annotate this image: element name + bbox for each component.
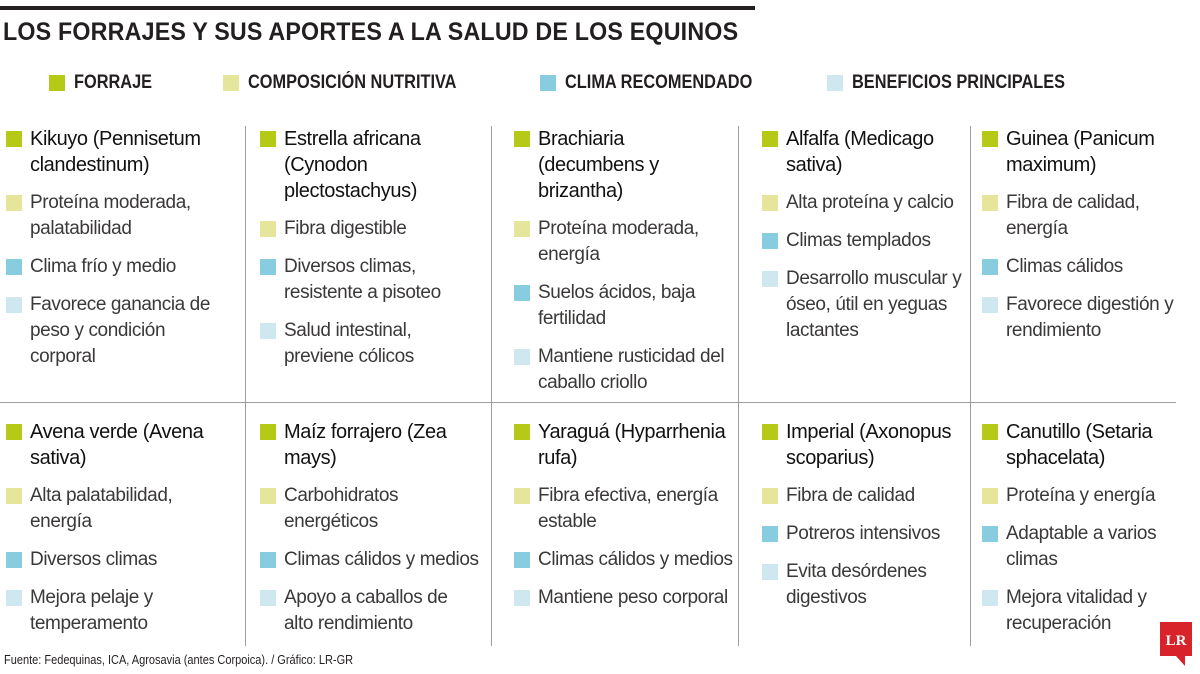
benefit-text: Salud intestinal, previene cólicos: [284, 320, 414, 367]
benefit-text: Evita desórdenes digestivos: [786, 561, 927, 608]
forage-name: Maíz forrajero (Zea mays): [284, 421, 447, 469]
forage-card: [762, 419, 982, 623]
forage-name: Brachiaria (decumbens y brizantha): [538, 128, 659, 202]
climate-swatch: [982, 259, 998, 275]
composition-row: [514, 216, 734, 268]
composition-text: Fibra efectiva, energía estable: [538, 485, 718, 532]
forage-name: Avena verde (Avena sativa): [30, 421, 204, 469]
benefit-text: Desarrollo muscular y óseo, útil en yeguas lactantes: [786, 268, 962, 341]
forage-card: [982, 419, 1194, 649]
composition-row: [6, 190, 226, 242]
composition-text: Proteína moderada, energía: [538, 218, 699, 265]
legend-label-composicion: COMPOSICIÓN NUTRITIVA: [248, 72, 457, 93]
page-title: LOS FORRAJES Y SUS APORTES A LA SALUD DE LOS EQUINOS: [3, 18, 739, 46]
benefit-row: [6, 292, 226, 370]
forage-swatch: [982, 424, 998, 440]
logo-text: LR: [1165, 633, 1187, 649]
climate-row: [6, 254, 226, 280]
forage-swatch: [260, 131, 276, 147]
climate-row: [982, 521, 1194, 573]
benefit-row: [514, 585, 734, 611]
forage-name-row: [260, 126, 480, 204]
forage-card: [982, 126, 1194, 356]
legend-swatch-forraje: [49, 75, 65, 91]
composition-text: Fibra digestible: [284, 218, 407, 239]
forage-swatch: [762, 424, 778, 440]
climate-row: [514, 547, 734, 573]
composition-swatch: [260, 488, 276, 504]
composition-row: [762, 483, 982, 509]
benefit-row: [260, 585, 480, 637]
composition-row: [982, 483, 1194, 509]
legend-item-composicion: [223, 72, 490, 94]
title-rule: [0, 6, 755, 10]
climate-swatch: [260, 552, 276, 568]
benefit-row: [762, 266, 982, 344]
forage-swatch: [762, 131, 778, 147]
composition-text: Fibra de calidad, energía: [1006, 192, 1140, 239]
legend-swatch-beneficios: [827, 75, 843, 91]
climate-text: Climas cálidos: [1006, 256, 1123, 277]
forage-name-row: [6, 126, 226, 178]
lr-logo: [1160, 622, 1192, 666]
climate-row: [982, 254, 1194, 280]
climate-swatch: [762, 233, 778, 249]
legend-item-clima: [540, 72, 783, 94]
benefit-swatch: [6, 297, 22, 313]
composition-row: [6, 483, 226, 535]
climate-swatch: [514, 552, 530, 568]
column-divider: [738, 126, 739, 646]
forage-name-row: [982, 126, 1194, 178]
composition-text: Proteína moderada, palatabilidad: [30, 192, 191, 239]
benefit-row: [260, 318, 480, 370]
climate-row: [514, 280, 734, 332]
forage-swatch: [514, 424, 530, 440]
forage-name: Estrella africana (Cynodon plectostachyus): [284, 128, 421, 202]
climate-text: Diversos climas: [30, 549, 158, 570]
benefit-swatch: [514, 590, 530, 606]
legend-swatch-composicion: [223, 75, 239, 91]
forage-swatch: [6, 131, 22, 147]
benefit-text: Mejora vitalidad y recuperación: [1006, 587, 1147, 634]
climate-text: Climas cálidos y medios: [284, 549, 479, 570]
composition-swatch: [6, 195, 22, 211]
climate-row: [762, 228, 982, 254]
benefit-text: Mantiene peso corporal: [538, 587, 728, 608]
composition-row: [260, 216, 480, 242]
benefit-swatch: [514, 349, 530, 365]
composition-swatch: [762, 488, 778, 504]
climate-row: [260, 547, 480, 573]
composition-text: Fibra de calidad: [786, 485, 915, 506]
benefit-swatch: [260, 590, 276, 606]
composition-swatch: [982, 195, 998, 211]
forage-swatch: [982, 131, 998, 147]
forage-name-row: [260, 419, 480, 471]
forage-card: [514, 419, 734, 623]
climate-swatch: [514, 285, 530, 301]
forage-card: [762, 126, 982, 356]
legend-item-forraje: [49, 72, 165, 94]
benefit-swatch: [6, 590, 22, 606]
benefit-text: Mantiene rusticidad del caballo criollo: [538, 346, 725, 393]
climate-text: Climas cálidos y medios: [538, 549, 733, 570]
benefit-text: Favorece digestión y rendimiento: [1006, 294, 1174, 341]
forage-name-row: [762, 419, 982, 471]
benefit-swatch: [762, 271, 778, 287]
climate-swatch: [6, 552, 22, 568]
composition-row: [260, 483, 480, 535]
composition-swatch: [514, 221, 530, 237]
composition-row: [762, 190, 982, 216]
climate-text: Suelos ácidos, baja fertilidad: [538, 282, 696, 329]
forage-card: [514, 126, 734, 408]
benefit-swatch: [260, 323, 276, 339]
benefit-row: [982, 292, 1194, 344]
climate-text: Climas templados: [786, 230, 931, 251]
climate-swatch: [762, 526, 778, 542]
column-divider: [491, 126, 492, 646]
forage-name: Alfalfa (Medicago sativa): [786, 128, 934, 176]
benefit-swatch: [762, 564, 778, 580]
benefit-text: Apoyo a caballos de alto rendimiento: [284, 587, 448, 634]
forage-swatch: [514, 131, 530, 147]
benefit-swatch: [982, 297, 998, 313]
climate-swatch: [6, 259, 22, 275]
forage-card: [6, 419, 226, 649]
forage-name: Guinea (Panicum maximum): [1006, 128, 1155, 176]
benefit-row: [762, 559, 982, 611]
forage-name-row: [514, 126, 734, 204]
benefit-swatch: [982, 590, 998, 606]
climate-row: [762, 521, 982, 547]
benefit-row: [6, 585, 226, 637]
climate-text: Clima frío y medio: [30, 256, 176, 277]
forage-name: Yaraguá (Hyparrhenia rufa): [538, 421, 726, 469]
forage-card: [260, 126, 480, 382]
forage-name-row: [514, 419, 734, 471]
legend-swatch-clima: [540, 75, 556, 91]
legend-label-forraje: FORRAJE: [74, 72, 153, 93]
forage-name-row: [982, 419, 1194, 471]
composition-swatch: [260, 221, 276, 237]
forage-name-row: [6, 419, 226, 471]
legend-item-beneficios: [827, 72, 1100, 94]
forage-swatch: [260, 424, 276, 440]
benefit-text: Favorece ganancia de peso y condición corporal: [30, 294, 211, 367]
climate-text: Potreros intensivos: [786, 523, 940, 544]
composition-swatch: [6, 488, 22, 504]
composition-swatch: [514, 488, 530, 504]
forage-name: Kikuyo (Pennisetum clandestinum): [30, 128, 201, 176]
forage-card: [6, 126, 226, 382]
legend-label-clima: CLIMA RECOMENDADO: [565, 72, 753, 93]
forage-name: Canutillo (Setaria sphacelata): [1006, 421, 1153, 469]
composition-text: Proteína y energía: [1006, 485, 1156, 506]
composition-row: [982, 190, 1194, 242]
climate-row: [260, 254, 480, 306]
climate-text: Diversos climas, resistente a pisoteo: [284, 256, 441, 303]
legend-label-beneficios: BENEFICIOS PRINCIPALES: [852, 72, 1066, 93]
forage-name-row: [762, 126, 982, 178]
climate-swatch: [260, 259, 276, 275]
column-divider: [245, 126, 246, 646]
forage-grid: [0, 118, 1200, 646]
composition-text: Alta palatabilidad, energía: [30, 485, 173, 532]
legend: [0, 72, 1200, 98]
composition-text: Alta proteína y calcio: [786, 192, 954, 213]
forage-name: Imperial (Axonopus scoparius): [786, 421, 952, 469]
benefit-row: [514, 344, 734, 396]
benefit-text: Mejora pelaje y temperamento: [30, 587, 153, 634]
climate-text: Adaptable a varios climas: [1006, 523, 1157, 570]
climate-row: [6, 547, 226, 573]
composition-row: [514, 483, 734, 535]
composition-swatch: [982, 488, 998, 504]
forage-swatch: [6, 424, 22, 440]
forage-card: [260, 419, 480, 649]
source-footer: Fuente: Fedequinas, ICA, Agrosavia (antes Corpoica). / Gráfico: LR-GR: [4, 653, 354, 667]
composition-text: Carbohidratos energéticos: [284, 485, 399, 532]
composition-swatch: [762, 195, 778, 211]
climate-swatch: [982, 526, 998, 542]
